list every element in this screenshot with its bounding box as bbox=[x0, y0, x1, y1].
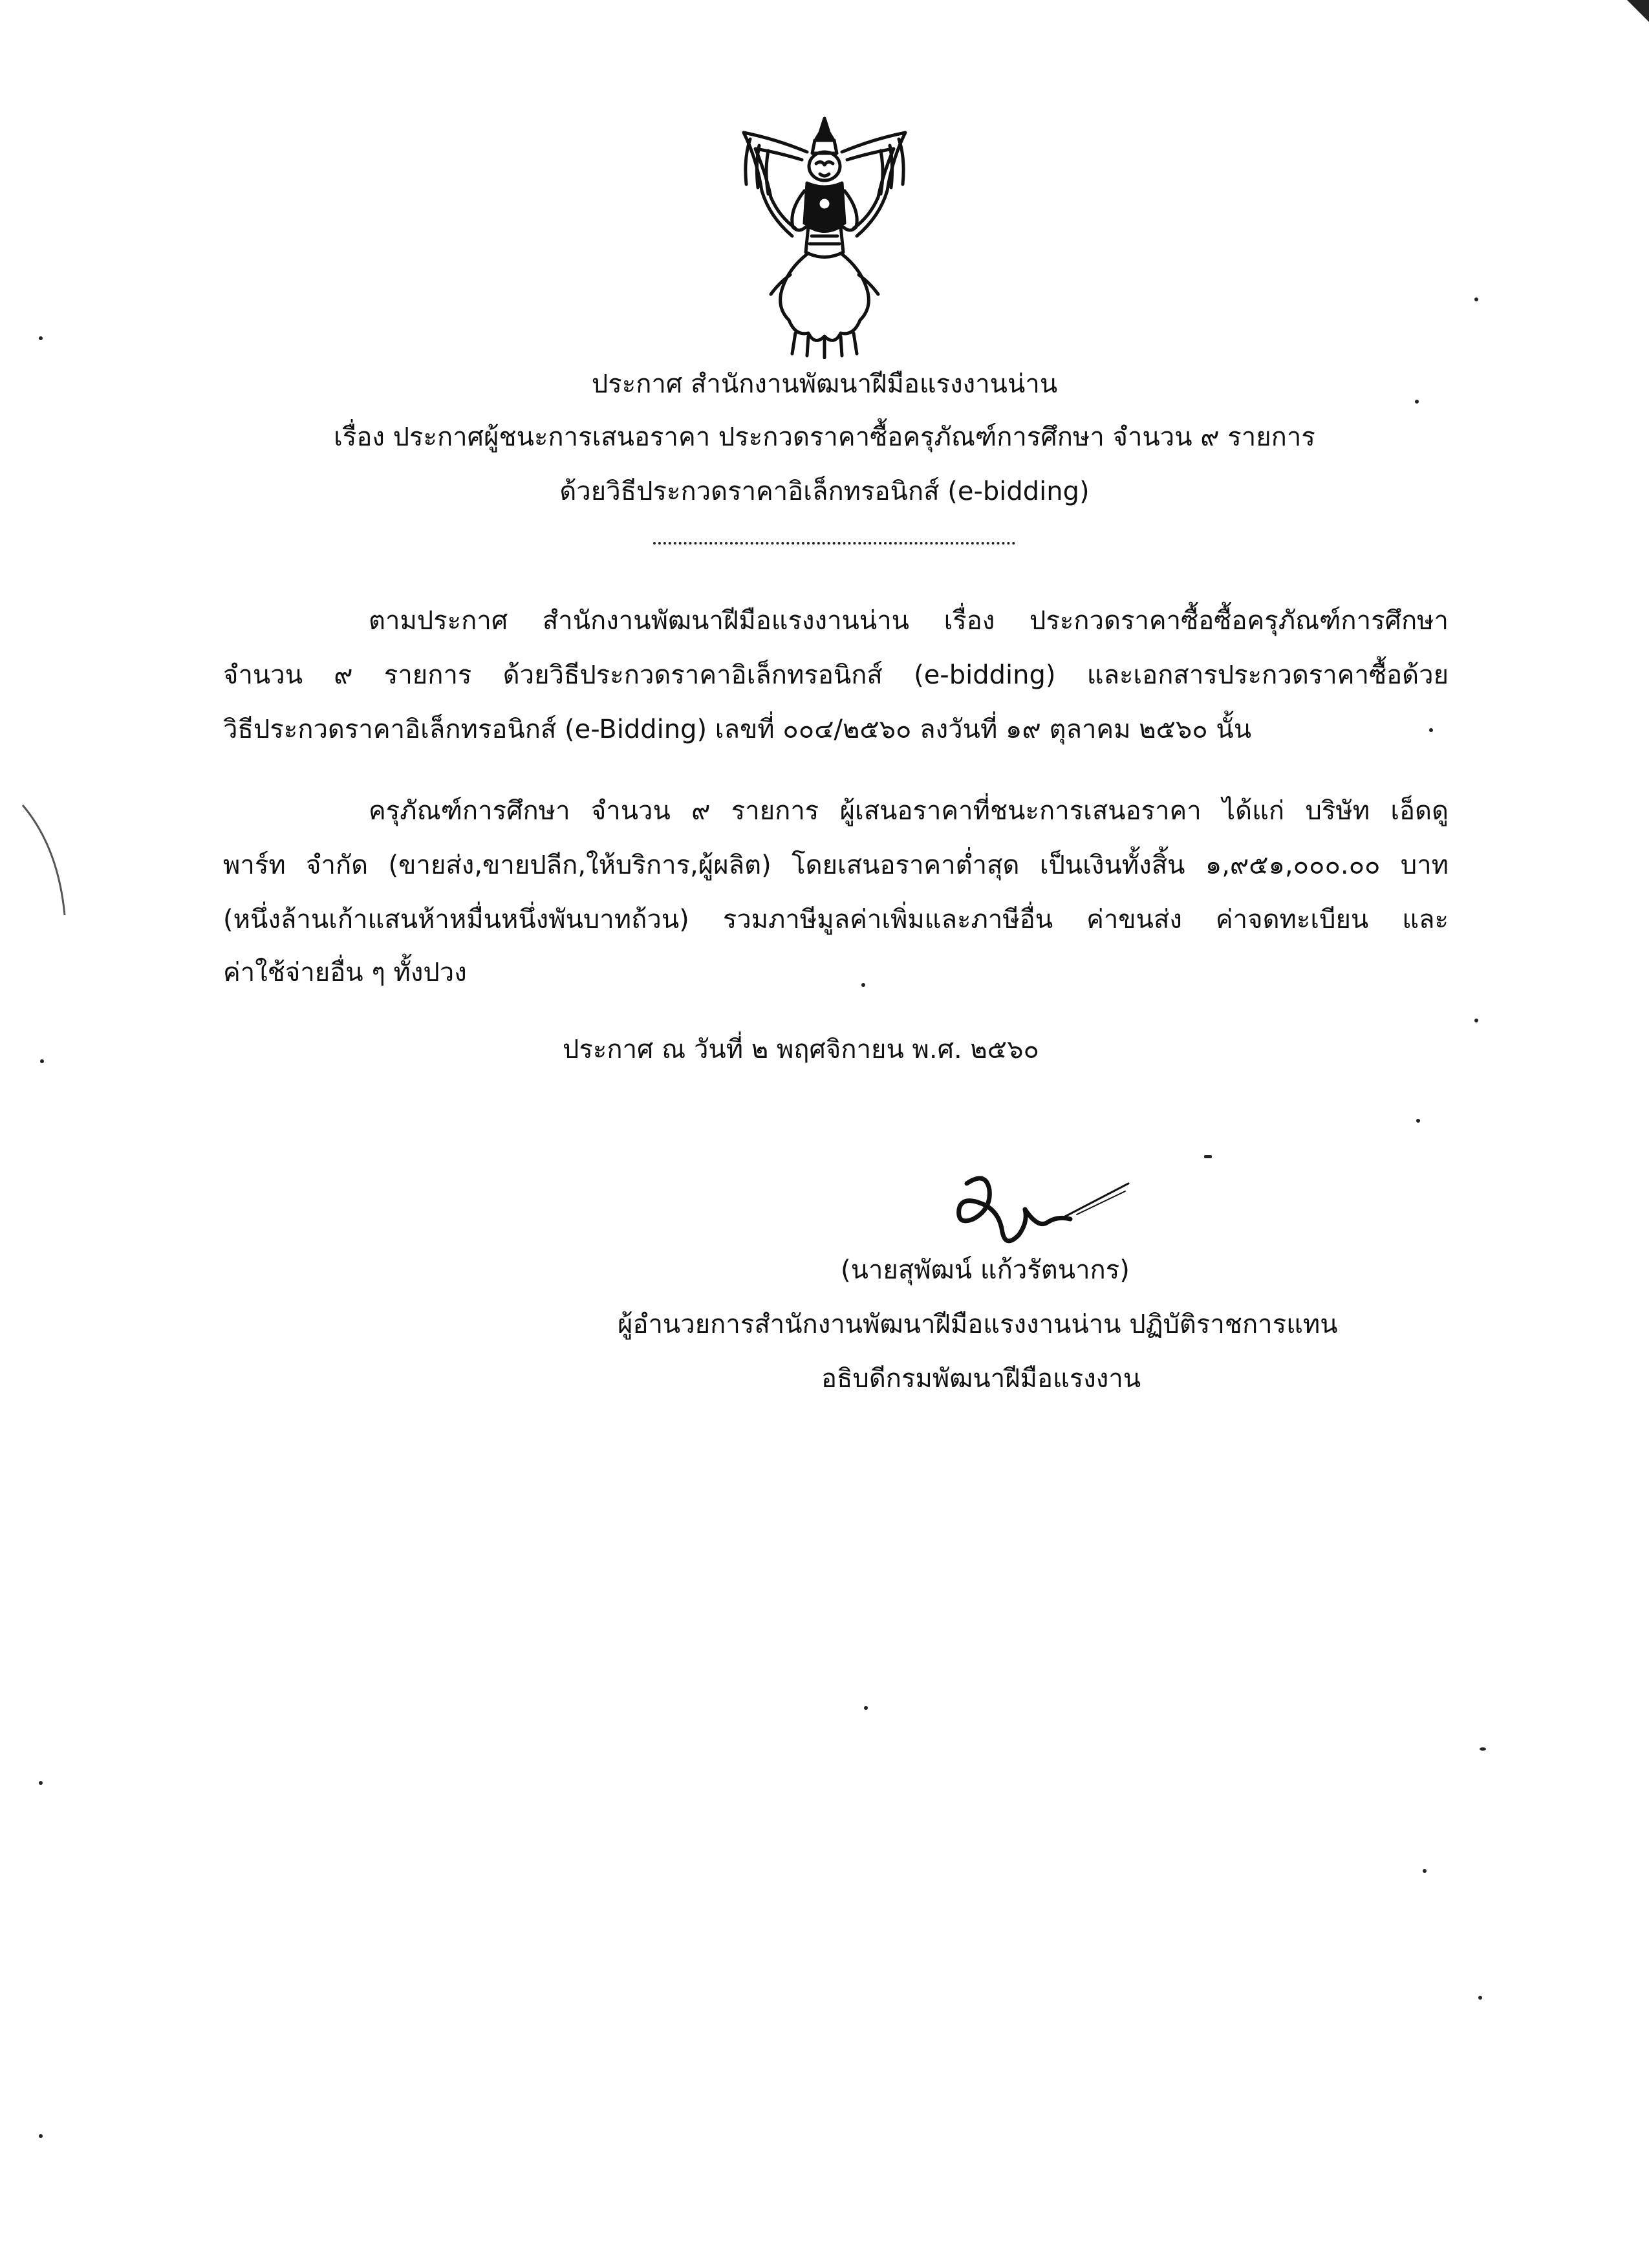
signatory-position: ผู้อำนวยการสำนักงานพัฒนาฝีมือแรงงานน่าน ปฏิบัติราชการแทน bbox=[618, 1310, 1338, 1339]
title-divider bbox=[653, 542, 1015, 545]
paragraph-1-line-3: วิธีประกวดราคาอิเล็กทรอนิกส์ (e-Bidding) เลขที่ ๐๐๔/๒๕๖๐ ลงวันที่ ๑๙ ตุลาคม ๒๕๖๐ นั้น bbox=[223, 715, 1252, 744]
scan-speck bbox=[1415, 400, 1419, 404]
scan-corner-mark bbox=[1627, 0, 1649, 22]
scan-speck bbox=[861, 983, 865, 987]
paragraph-2-line-1: ครุภัณฑ์การศึกษา จำนวน ๙ รายการ ผู้เสนอราคาที่ชนะการเสนอราคา ได้แก่ บริษัท เอ็ดดู bbox=[369, 796, 1449, 826]
scan-speck bbox=[1478, 1996, 1482, 2000]
announcement-title: ประกาศ สำนักงานพัฒนาฝีมือแรงงานน่าน bbox=[591, 369, 1058, 399]
scan-speck bbox=[39, 2134, 43, 2138]
scan-speck bbox=[1480, 1747, 1486, 1751]
garuda-emblem-icon bbox=[731, 113, 918, 359]
signatory-name: (นายสุพัฒน์ แก้วรัตนากร) bbox=[841, 1255, 1130, 1285]
scan-speck bbox=[1474, 297, 1478, 301]
scan-speck bbox=[1429, 728, 1433, 732]
paragraph-2-line-4: ค่าใช้จ่ายอื่น ๆ ทั้งปวง bbox=[223, 958, 467, 988]
scan-speck bbox=[1204, 1155, 1212, 1158]
scan-speck bbox=[40, 1059, 44, 1063]
scan-speck bbox=[864, 1706, 868, 1710]
scan-speck bbox=[39, 336, 43, 340]
scan-speck bbox=[1474, 1019, 1478, 1022]
announcement-method: ด้วยวิธีประกวดราคาอิเล็กทรอนิกส์ (e-bidding) bbox=[559, 477, 1090, 506]
scan-edge-mark bbox=[19, 802, 71, 918]
scan-speck bbox=[39, 1781, 43, 1785]
scan-speck bbox=[1423, 1869, 1427, 1873]
scan-speck bbox=[1416, 1119, 1420, 1123]
paragraph-1-line-1: ตามประกาศ สำนักงานพัฒนาฝีมือแรงงานน่าน เรื่อง ประกวดราคาซื้อซื้อครุภัณฑ์การศึกษา bbox=[369, 606, 1449, 636]
paragraph-1-line-2: จำนวน ๙ รายการ ด้วยวิธีประกวดราคาอิเล็กทรอนิกส์ (e-bidding) และเอกสารประกวดราคาซื้อด้วย bbox=[223, 660, 1449, 690]
paragraph-2-line-3: (หนึ่งล้านเก้าแสนห้าหมื่นหนึ่งพันบาทถ้วน) รวมภาษีมูลค่าเพิ่มและภาษีอื่น ค่าขนส่ง ค่าจดทะเบียน และ bbox=[223, 905, 1449, 934]
handwritten-signature bbox=[941, 1158, 1135, 1255]
paragraph-2-line-2: พาร์ท จำกัด (ขายส่ง,ขายปลีก,ให้บริการ,ผู้ผลิต) โดยเสนอราคาต่ำสุด เป็นเงินทั้งสิ้น ๑,๙๕๑,๐๐๐.๐๐ บาท bbox=[223, 850, 1449, 880]
announcement-subject: เรื่อง ประกาศผู้ชนะการเสนอราคา ประกวดราคาซื้อครุภัณฑ์การศึกษา จำนวน ๙ รายการ bbox=[334, 422, 1315, 452]
signatory-position-2: อธิบดีกรมพัฒนาฝีมือแรงงาน bbox=[821, 1364, 1141, 1394]
announcement-date: ประกาศ ณ วันที่ ๒ พฤศจิกายน พ.ศ. ๒๕๖๐ bbox=[563, 1035, 1039, 1064]
